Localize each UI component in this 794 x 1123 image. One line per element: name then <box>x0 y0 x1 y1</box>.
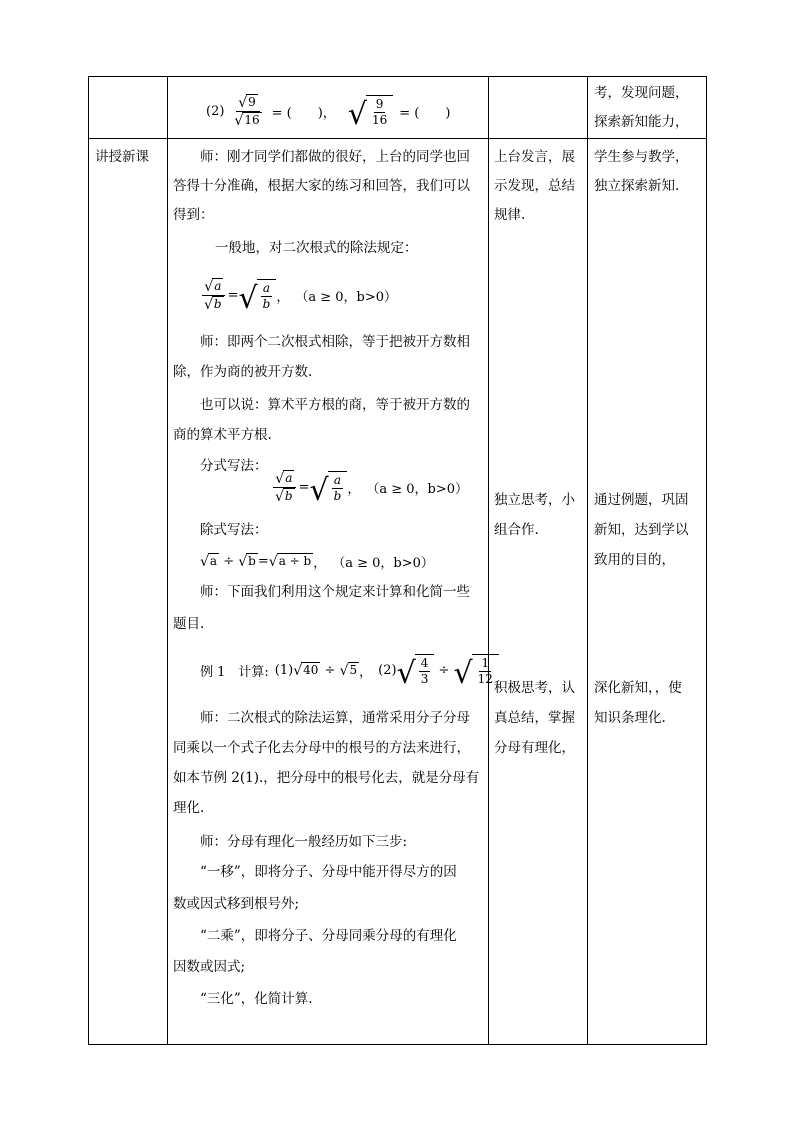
question-2-eq2: = ( ) <box>399 105 451 121</box>
condition-3: （a ≥ 0，b>0） <box>332 555 434 571</box>
table-left-border <box>88 76 89 1045</box>
student-activity-line: 真总结，掌握 <box>494 710 575 726</box>
row-divider <box>88 138 707 139</box>
teacher-line: 得到： <box>173 207 214 223</box>
example-1: 例 1 计算: (1) √ 40 ÷ √ 5 ， (2) √ $\frac{4}{3}$ ÷ √ $\frac{1}{12}$ <box>200 650 499 690</box>
design-intent-line: 新知，达到学以 <box>594 522 689 538</box>
teacher-line: 除，作为商的被开方数. <box>173 364 313 380</box>
teacher-line: 也可以说：算术平方根的商，等于被开方数的 <box>200 397 470 413</box>
table-bottom-border <box>88 1044 707 1045</box>
example-part-2: (2) <box>378 662 397 678</box>
student-activity-line: 上台发言，展 <box>494 149 575 165</box>
row1-intent-line-1: 考，发现问题， <box>594 85 689 101</box>
question-2-eq1: = ( ) <box>271 105 323 121</box>
teacher-line: 一般地，对二次根式的除法规定： <box>215 240 418 256</box>
teacher-line: “三化”，化简计算. <box>200 991 313 1007</box>
fraction-form-formula: √ a √ b = √ $\frac{a}{b}$ ， （a ≥ 0，b>0） <box>275 470 469 508</box>
design-intent-line: 通过例题，巩固 <box>594 492 689 508</box>
teacher-line: 分式写法： <box>200 458 268 474</box>
student-activity-line: 分母有理化， <box>494 740 575 756</box>
row1-intent-line-2: 探索新知能力， <box>594 114 689 130</box>
design-intent-line: 致用的目的， <box>594 552 675 568</box>
teacher-line: 师：分母有理化一般经历如下三步: <box>200 834 408 850</box>
teacher-line: 商的算术平方根. <box>173 427 272 443</box>
stage-label: 讲授新课 <box>95 149 149 165</box>
table-right-border <box>706 76 707 1045</box>
student-activity-line: 独立思考，小 <box>494 492 575 508</box>
teacher-line: 师：下面我们利用这个规定来计算和化简一些 <box>200 584 470 600</box>
design-intent-line: 知识条理化. <box>594 710 666 726</box>
condition-1: （a ≥ 0，b>0） <box>295 289 398 305</box>
teacher-line: 因数或因式; <box>173 959 246 975</box>
teacher-line: 题目. <box>173 616 205 632</box>
teacher-line: 数或因式移到根号外; <box>173 896 300 912</box>
design-intent-line: 学生参与教学， <box>594 149 689 165</box>
student-activity-line: 示发现，总结 <box>494 178 575 194</box>
student-activity-line: 积极思考，认 <box>494 680 575 696</box>
division-form-formula: √ a ÷ √ b = √ a ÷ b ， （a ≥ 0，b>0） <box>200 553 434 571</box>
teacher-line: 师：刚才同学们都做的很好，上台的同学也回 <box>200 149 470 165</box>
teacher-line: 如本节例 2(1).，把分母中的根号化去，就是分母有 <box>173 770 480 786</box>
example-label: 例 1 计算: <box>200 664 269 680</box>
teacher-line: 除式写法： <box>200 522 268 538</box>
column-divider-1 <box>167 76 168 1045</box>
teacher-line: “一移”，即将分子、分母中能开得尽方的因 <box>200 864 457 880</box>
question-2-sep: ， <box>322 105 336 121</box>
condition-2: （a ≥ 0，b>0） <box>366 481 469 497</box>
column-divider-2 <box>488 76 489 1045</box>
student-activity-line: 组合作. <box>494 522 539 538</box>
division-rule-formula: √ a √ b = √ $\frac{a}{b}$ ， （a ≥ 0，b>0） <box>204 278 398 316</box>
design-intent-line: 独立探索新知. <box>594 178 680 194</box>
teacher-line: 理化. <box>173 800 205 816</box>
teacher-line: 师：二次根式的除法运算，通常采用分子分母 <box>200 710 470 726</box>
question-2-prefix: (2) <box>206 103 225 119</box>
teacher-line: 同乘以一个式子化去分母中的根号的方法来进行， <box>173 740 470 756</box>
teacher-line: “二乘”，即将分子、分母同乘分母的有理化 <box>200 928 457 944</box>
teacher-line: 答得十分准确，根据大家的练习和回答，我们可以 <box>173 178 470 194</box>
student-activity-line: 规律. <box>494 207 526 223</box>
question-2 <box>206 91 450 131</box>
design-intent-line: 深化新知，，使 <box>594 680 682 696</box>
example-part-1: (1) <box>274 662 294 678</box>
sqrt9-over-sqrt16: √ 9 √ 16 <box>234 94 260 129</box>
teacher-line: 师：即两个二次根式相除，等于把被开方数相 <box>200 334 470 350</box>
sqrt-9-over-16: √ $\frac{9}{16}$ <box>348 95 393 128</box>
column-divider-3 <box>587 76 588 1045</box>
table-top-border <box>88 76 707 77</box>
